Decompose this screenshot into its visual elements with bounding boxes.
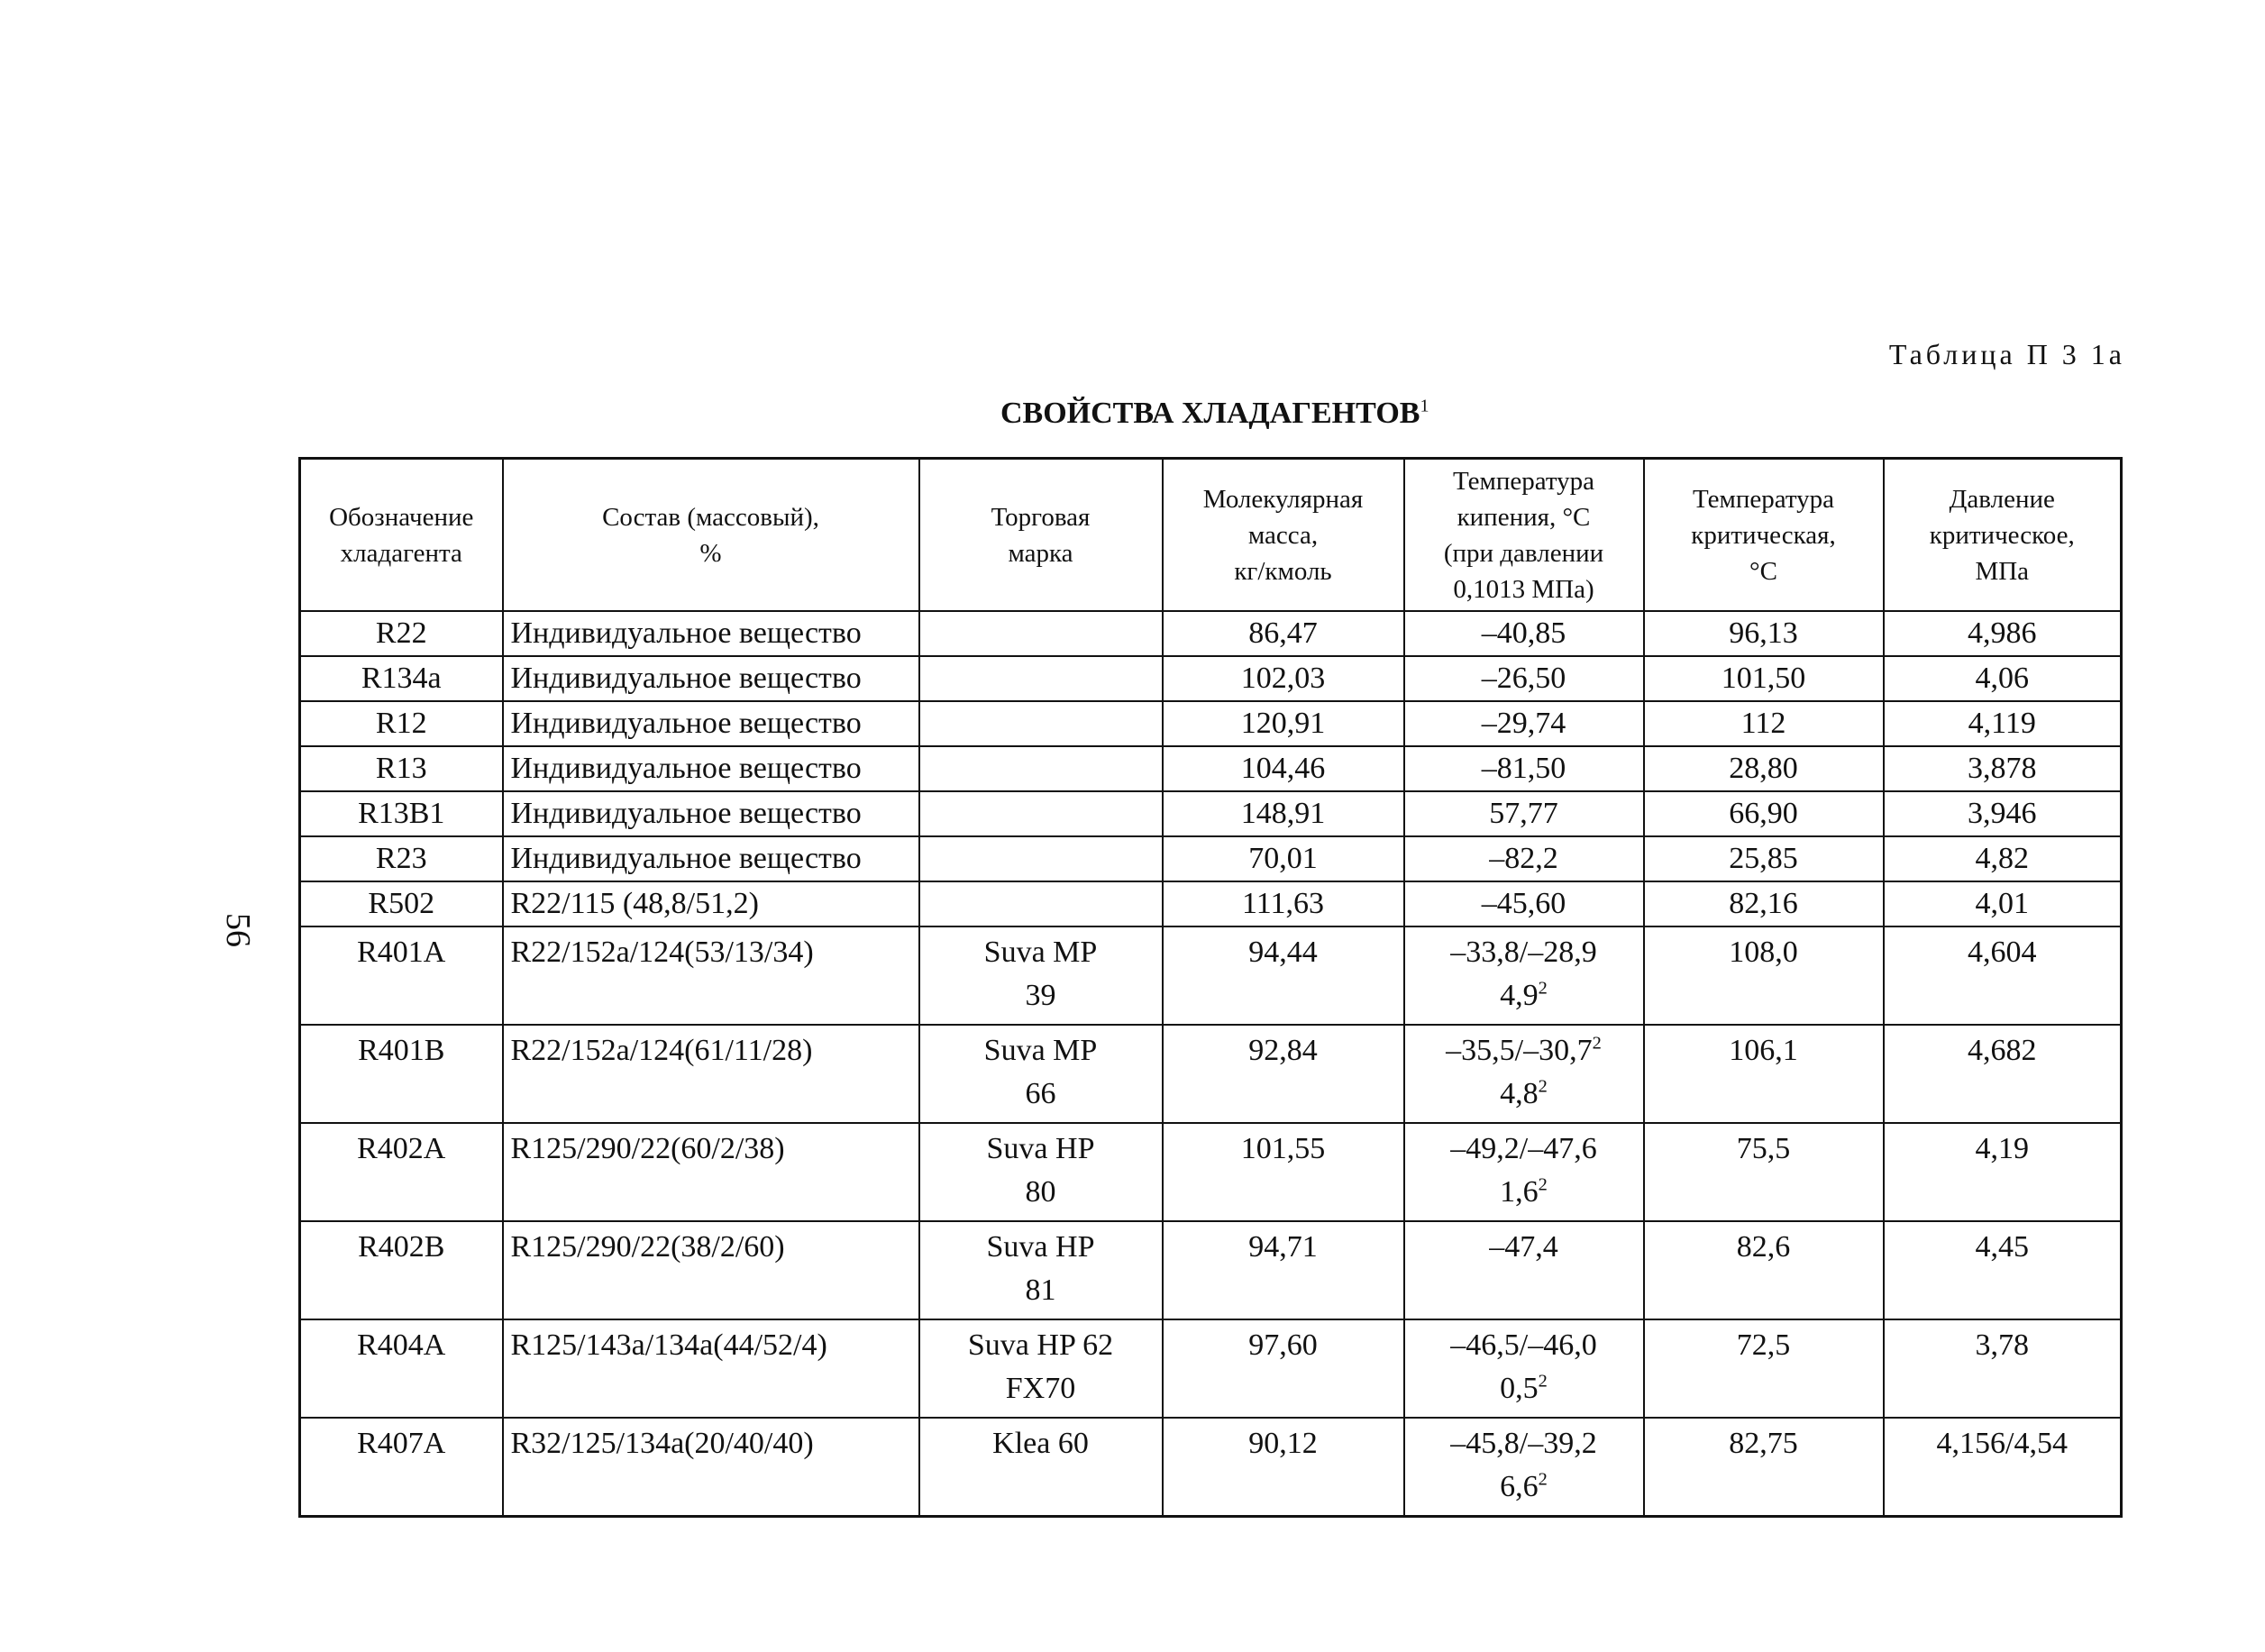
molar-mass-text: 102,03 [1240, 662, 1326, 695]
trade-mark-text-line2: 80 [1025, 1175, 1056, 1209]
cell-molar-mass [1163, 926, 1404, 1025]
boiling-text: –33,8/–28,9 [1450, 936, 1597, 969]
critical-temp-text: 82,6 [1736, 1230, 1791, 1264]
critical-temp-text: 106,1 [1729, 1034, 1798, 1067]
cell-boiling-temperature [1404, 701, 1644, 746]
cell-composition [503, 1025, 919, 1123]
critical-temp-text: 96,13 [1729, 616, 1798, 650]
boiling-text: 57,77 [1489, 797, 1558, 830]
page-number: 56 [219, 913, 257, 947]
critical-temp-text: 25,85 [1729, 842, 1798, 875]
cell-critical-temperature [1644, 836, 1884, 881]
header-boiling-temperature: Температура кипения, °С (при давлении 0,1013 МПа) [1404, 459, 1644, 612]
table-row [300, 656, 2122, 701]
table-row [300, 1025, 2122, 1123]
cell-designation [300, 926, 503, 1025]
cell-designation [300, 1418, 503, 1517]
boiling-text-line2: 6,6 [1500, 1470, 1539, 1503]
boiling-text-line2: 4,8 [1500, 1077, 1539, 1110]
designation-text: R401A [357, 936, 446, 969]
composition-text: Индивидуальное вещество [510, 842, 862, 875]
table-row [300, 926, 2122, 1025]
cell-critical-temperature [1644, 701, 1884, 746]
critical-pressure-text: 4,06 [1975, 662, 2029, 695]
cell-trade-mark [919, 1319, 1163, 1418]
refrigerant-properties-table [298, 457, 2123, 1518]
composition-text: R32/125/134a(20/40/40) [510, 1427, 814, 1460]
cell-designation [300, 611, 503, 656]
critical-temp-text: 28,80 [1729, 752, 1798, 785]
critical-temp-text: 101,50 [1721, 662, 1806, 695]
header-critical-pressure: Давление критическое, МПа [1884, 459, 2122, 612]
trade-mark-text-line2: 39 [1025, 979, 1056, 1012]
cell-critical-temperature [1644, 1025, 1884, 1123]
table-row [300, 791, 2122, 836]
boiling-text: –45,60 [1481, 887, 1566, 920]
cell-composition [503, 1418, 919, 1517]
cell-molar-mass [1163, 611, 1404, 656]
cell-composition [503, 611, 919, 656]
critical-pressure-text: 4,19 [1975, 1132, 2029, 1165]
cell-composition [503, 656, 919, 701]
cell-critical-pressure [1884, 746, 2122, 791]
designation-text: R407A [357, 1427, 446, 1460]
boiling-text: –26,50 [1481, 662, 1566, 695]
cell-boiling-temperature [1404, 836, 1644, 881]
composition-text: R125/143a/134a(44/52/4) [510, 1328, 827, 1362]
footnote-mark: 2 [1538, 1076, 1548, 1097]
header-trade-mark: Торговая марка [919, 459, 1163, 612]
cell-critical-pressure [1884, 611, 2122, 656]
composition-text: Индивидуальное вещество [510, 707, 862, 740]
cell-critical-pressure [1884, 881, 2122, 926]
trade-mark-text: Suva MP [983, 936, 1098, 969]
cell-composition [503, 1221, 919, 1319]
footnote-mark: 2 [1538, 1371, 1548, 1392]
designation-text: R22 [375, 616, 427, 650]
cell-boiling-temperature [1404, 1025, 1644, 1123]
document-title [1000, 397, 1429, 431]
cell-critical-temperature [1644, 791, 1884, 836]
cell-trade-mark [919, 791, 1163, 836]
table-row [300, 611, 2122, 656]
cell-trade-mark [919, 701, 1163, 746]
designation-text: R12 [375, 707, 427, 740]
boiling-text: –82,2 [1489, 842, 1558, 875]
cell-critical-temperature [1644, 881, 1884, 926]
molar-mass-text: 92,84 [1248, 1034, 1318, 1067]
cell-boiling-temperature [1404, 656, 1644, 701]
table-row [300, 1123, 2122, 1221]
cell-critical-pressure [1884, 656, 2122, 701]
cell-critical-temperature [1644, 1319, 1884, 1418]
composition-text: R125/290/22(38/2/60) [510, 1230, 785, 1264]
molar-mass-text: 101,55 [1240, 1132, 1326, 1165]
boiling-text: –29,74 [1481, 707, 1566, 740]
cell-molar-mass [1163, 1221, 1404, 1319]
designation-text: R402B [358, 1230, 445, 1264]
cell-designation [300, 881, 503, 926]
critical-pressure-text: 4,45 [1975, 1230, 2029, 1264]
table-row [300, 1319, 2122, 1418]
boiling-text: –81,50 [1481, 752, 1566, 785]
trade-mark-text-line2: 66 [1025, 1077, 1056, 1110]
cell-composition [503, 926, 919, 1025]
critical-pressure-text: 4,156/4,54 [1936, 1427, 2068, 1460]
critical-temp-text: 66,90 [1729, 797, 1798, 830]
designation-text: R404A [357, 1328, 446, 1362]
cell-designation [300, 656, 503, 701]
cell-critical-temperature [1644, 1418, 1884, 1517]
header-row [300, 459, 2122, 612]
boiling-text: –47,4 [1489, 1230, 1558, 1264]
footnote-mark: 2 [1592, 1033, 1602, 1054]
composition-text: R22/152a/124(61/11/28) [510, 1034, 813, 1067]
cell-composition [503, 701, 919, 746]
cell-molar-mass [1163, 881, 1404, 926]
cell-critical-temperature [1644, 1123, 1884, 1221]
molar-mass-text: 97,60 [1248, 1328, 1318, 1362]
cell-trade-mark [919, 836, 1163, 881]
trade-mark-text: Suva MP [983, 1034, 1098, 1067]
critical-temp-text: 82,75 [1729, 1427, 1798, 1460]
boiling-text-line2: 0,5 [1500, 1372, 1539, 1405]
table-row [300, 701, 2122, 746]
boiling-text: –49,2/–47,6 [1450, 1132, 1597, 1165]
cell-critical-pressure [1884, 1319, 2122, 1418]
footnote-mark: 2 [1538, 1174, 1548, 1195]
cell-trade-mark [919, 881, 1163, 926]
footnote-mark: 2 [1538, 978, 1548, 999]
critical-pressure-text: 4,604 [1968, 936, 2037, 969]
cell-boiling-temperature [1404, 926, 1644, 1025]
designation-text: R502 [368, 887, 435, 920]
header-critical-temperature: Температура критическая, °С [1644, 459, 1884, 612]
boiling-text: –46,5/–46,0 [1450, 1328, 1597, 1362]
cell-designation [300, 1025, 503, 1123]
molar-mass-text: 70,01 [1248, 842, 1318, 875]
molar-mass-text: 90,12 [1248, 1427, 1318, 1460]
critical-temp-text: 82,16 [1729, 887, 1798, 920]
designation-text: R13B1 [358, 797, 445, 830]
molar-mass-text: 104,46 [1240, 752, 1326, 785]
table-body [300, 611, 2122, 1517]
boiling-text-line2: 4,9 [1500, 979, 1539, 1012]
cell-designation [300, 746, 503, 791]
molar-mass-text: 111,63 [1242, 887, 1324, 920]
header-molar-mass: Молекулярная масса, кг/кмоль [1163, 459, 1404, 612]
cell-critical-pressure [1884, 836, 2122, 881]
trade-mark-text: Suva HP [986, 1230, 1095, 1264]
critical-pressure-text: 4,119 [1968, 707, 2036, 740]
cell-trade-mark [919, 1025, 1163, 1123]
cell-critical-temperature [1644, 656, 1884, 701]
cell-trade-mark [919, 1418, 1163, 1517]
critical-pressure-text: 3,946 [1968, 797, 2037, 830]
designation-text: R13 [375, 752, 427, 785]
cell-composition [503, 881, 919, 926]
cell-molar-mass [1163, 701, 1404, 746]
cell-critical-temperature [1644, 746, 1884, 791]
cell-molar-mass [1163, 656, 1404, 701]
trade-mark-text-line2: 81 [1025, 1273, 1056, 1307]
cell-boiling-temperature [1404, 1221, 1644, 1319]
cell-trade-mark [919, 1123, 1163, 1221]
composition-text: Индивидуальное вещество [510, 797, 862, 830]
critical-temp-text: 75,5 [1736, 1132, 1791, 1165]
critical-pressure-text: 4,682 [1968, 1034, 2037, 1067]
cell-boiling-temperature [1404, 881, 1644, 926]
critical-pressure-text: 4,986 [1968, 616, 2037, 650]
critical-temp-text: 72,5 [1736, 1328, 1791, 1362]
molar-mass-text: 120,91 [1240, 707, 1326, 740]
header-designation: Обозначение хладагента [300, 459, 503, 612]
composition-text: Индивидуальное вещество [510, 752, 862, 785]
cell-designation [300, 1221, 503, 1319]
cell-molar-mass [1163, 1418, 1404, 1517]
cell-designation [300, 701, 503, 746]
composition-text: Индивидуальное вещество [510, 662, 862, 695]
molar-mass-text: 148,91 [1240, 797, 1326, 830]
table-row [300, 746, 2122, 791]
cell-designation [300, 836, 503, 881]
cell-boiling-temperature [1404, 1418, 1644, 1517]
cell-critical-temperature [1644, 611, 1884, 656]
table-row [300, 1221, 2122, 1319]
molar-mass-text: 86,47 [1248, 616, 1318, 650]
cell-composition [503, 836, 919, 881]
boiling-text: –40,85 [1481, 616, 1566, 650]
table-row [300, 1418, 2122, 1517]
trade-mark-text: Klea 60 [992, 1427, 1089, 1460]
trade-mark-text-line2: FX70 [1005, 1372, 1076, 1405]
cell-critical-pressure [1884, 926, 2122, 1025]
cell-trade-mark [919, 656, 1163, 701]
cell-critical-temperature [1644, 926, 1884, 1025]
cell-molar-mass [1163, 1123, 1404, 1221]
header-composition: Состав (массовый), % [503, 459, 919, 612]
designation-text: R401B [358, 1034, 445, 1067]
critical-pressure-text: 4,82 [1975, 842, 2029, 875]
cell-molar-mass [1163, 836, 1404, 881]
trade-mark-text: Suva HP 62 [967, 1328, 1114, 1362]
cell-critical-pressure [1884, 1025, 2122, 1123]
cell-molar-mass [1163, 1319, 1404, 1418]
critical-pressure-text: 3,878 [1968, 752, 2037, 785]
cell-critical-pressure [1884, 701, 2122, 746]
cell-boiling-temperature [1404, 611, 1644, 656]
cell-boiling-temperature [1404, 791, 1644, 836]
cell-boiling-temperature [1404, 1123, 1644, 1221]
table-row [300, 881, 2122, 926]
designation-text: R402A [357, 1132, 446, 1165]
cell-designation [300, 1123, 503, 1221]
critical-temp-text: 108,0 [1729, 936, 1798, 969]
boiling-text: –35,5/–30,7 [1446, 1034, 1593, 1067]
footnote-mark: 2 [1538, 1469, 1548, 1490]
boiling-text: –45,8/–39,2 [1450, 1427, 1597, 1460]
cell-molar-mass [1163, 746, 1404, 791]
cell-molar-mass [1163, 791, 1404, 836]
cell-trade-mark [919, 1221, 1163, 1319]
cell-trade-mark [919, 611, 1163, 656]
molar-mass-text: 94,71 [1248, 1230, 1318, 1264]
title-footnote-mark: 1 [1420, 396, 1429, 416]
critical-pressure-text: 4,01 [1975, 887, 2029, 920]
cell-designation [300, 1319, 503, 1418]
cell-composition [503, 791, 919, 836]
trade-mark-text: Suva HP [986, 1132, 1095, 1165]
cell-boiling-temperature [1404, 746, 1644, 791]
cell-designation [300, 791, 503, 836]
cell-composition [503, 1319, 919, 1418]
composition-text: R22/152a/124(53/13/34) [510, 936, 814, 969]
title-text: СВОЙСТВА ХЛАДАГЕНТОВ [1000, 397, 1420, 430]
table-row [300, 836, 2122, 881]
cell-composition [503, 746, 919, 791]
cell-critical-pressure [1884, 1418, 2122, 1517]
cell-critical-pressure [1884, 1221, 2122, 1319]
cell-critical-temperature [1644, 1221, 1884, 1319]
cell-boiling-temperature [1404, 1319, 1644, 1418]
boiling-text-line2: 1,6 [1500, 1175, 1539, 1209]
critical-pressure-text: 3,78 [1975, 1328, 2029, 1362]
critical-temp-text: 112 [1740, 707, 1786, 740]
molar-mass-text: 94,44 [1248, 936, 1318, 969]
cell-critical-pressure [1884, 791, 2122, 836]
composition-text: R22/115 (48,8/51,2) [510, 887, 759, 920]
cell-molar-mass [1163, 1025, 1404, 1123]
cell-trade-mark [919, 926, 1163, 1025]
cell-composition [503, 1123, 919, 1221]
cell-trade-mark [919, 746, 1163, 791]
composition-text: R125/290/22(60/2/38) [510, 1132, 785, 1165]
designation-text: R23 [375, 842, 427, 875]
table-caption: Таблица П 3 1а [1888, 338, 2125, 370]
composition-text: Индивидуальное вещество [510, 616, 862, 650]
designation-text: R134a [361, 662, 442, 695]
cell-critical-pressure [1884, 1123, 2122, 1221]
